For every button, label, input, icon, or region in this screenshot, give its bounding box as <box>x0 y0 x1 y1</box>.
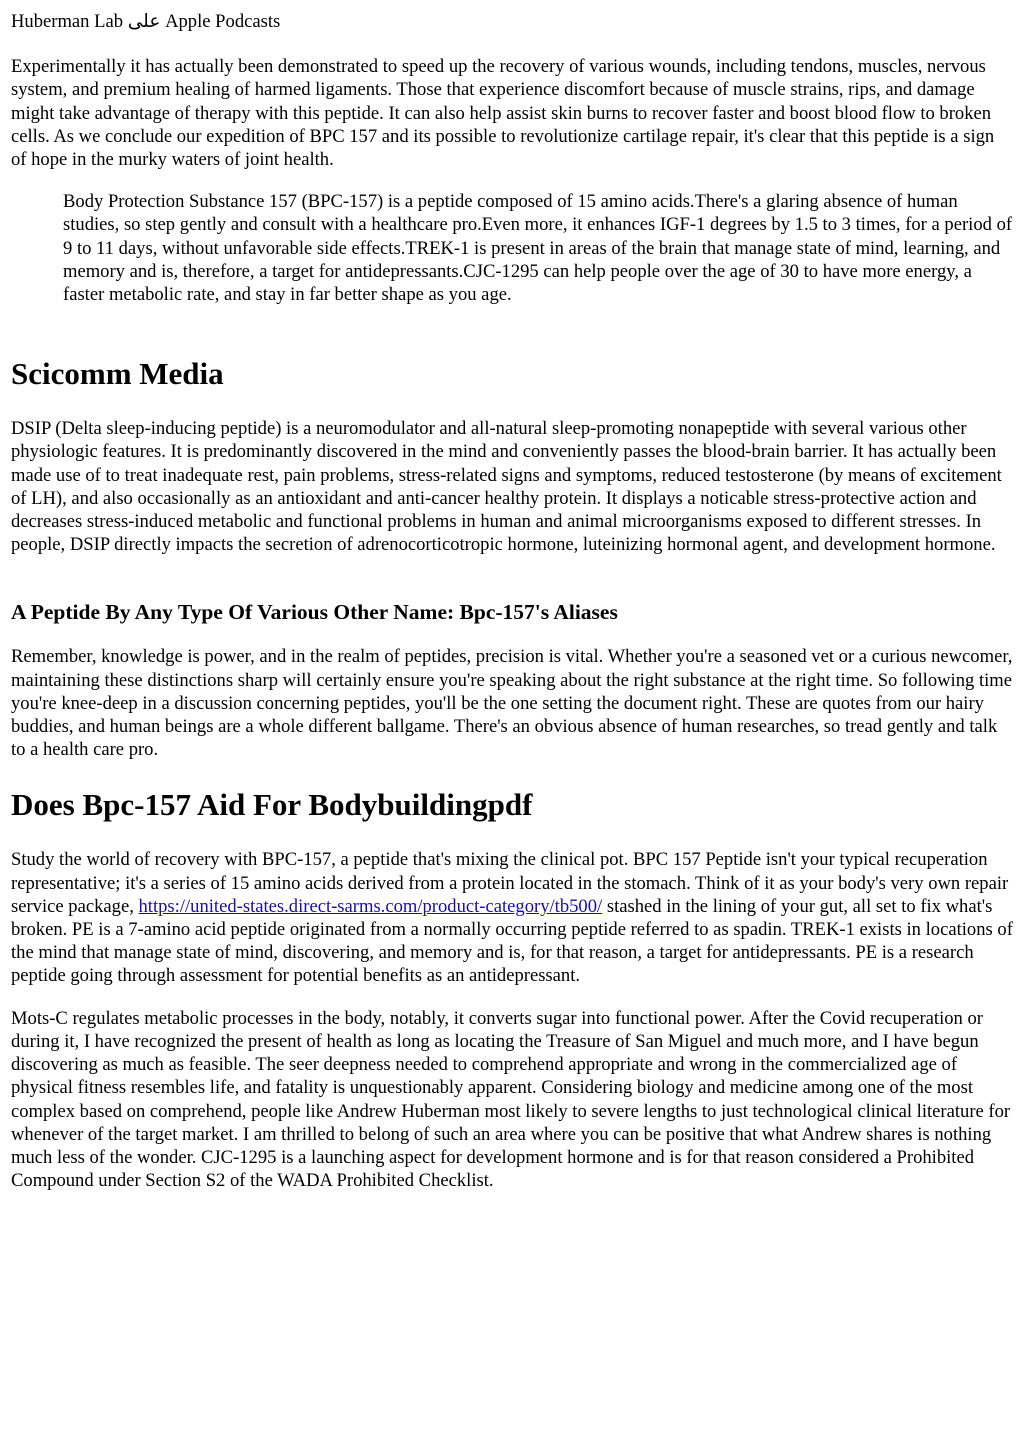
source-line <box>11 10 1014 33</box>
heading-bodybuilding: Does Bpc-157 Aid For Bodybuildingpdf <box>11 787 533 823</box>
product-link[interactable]: https://united-states.direct-sarms.com/product-category/tb500/ <box>138 895 603 917</box>
paragraph-knowledge: Remember, knowledge is power, and in the realm of peptides, precision is vital. Whether you're a seasoned vet or a curious newcomer, maintaining these distinctions sharp will certainly ensure you're speaking about the right substance at the right time. So following time you're knee-deep in a discussion concerning peptides, you'll be the one setting the document right. These are quotes from our hairy buddies, and human beings are a whole different ballgame. There's an obvious absence of human researches, so tread gently and talk to a health care pro. <box>11 646 1013 761</box>
paragraph-recovery <box>11 848 1014 987</box>
paragraph-recovery-end: stashed in the lining of your gut, all set to fix what's broken. PE is a 7-amino acid peptide originated from a normally occurring peptide referred to as spadin. TREK-1 exists in locations of the mind that manage state of mind, discovering, and memory and is, for that reason, a target for antidepressants. PE is a research peptide going through assessment for potential benefits as an antidepressant. <box>11 895 1013 987</box>
blockquote: Body Protection Substance 157 (BPC-157) is a peptide composed of 15 amino acids.There's a glaring absence of human studies, so step gently and consult with a healthcare pro.Even more, it enhances IGF-1 degrees by 1.5 to 3 times, for a period of 9 to 11 days, without unfavorable side effects.TREK-1 is present in areas of the brain that manage state of mind, learning, and memory and is, therefore, a target for antidepressants.CJC-1295 can help people over the age of 30 to have more energy, a faster metabolic rate, and stay in far better shape as you age. <box>63 191 1013 306</box>
heading-peptide-aliases: A Peptide By Any Type Of Various Other Name: Bpc-157's Aliases <box>11 600 618 625</box>
paragraph-dsip: DSIP (Delta sleep-inducing peptide) is a neuromodulator and all-natural sleep-promoting nonapeptide with several various other physiologic features. It is predominantly discovered in the mind and conveniently passes the blood-brain barrier. It has actually been made use of to treat inadequate rest, pain problems, stress-related signs and symptoms, reduced testosterone (by means of excitement of LH), and also occasionally as an antioxidant and anti-cancer healthy protein. It displays a noticable stress-protective action and decreases stress-induced metabolic and functional problems in human and animal microorganisms exposed to different stresses. In people, DSIP directly impacts the secretion of adrenocorticotropic hormone, luteinizing hormonal agent, and development hormone. <box>11 418 1002 556</box>
paragraph-mots-c: Mots-C regulates metabolic processes in the body, notably, it converts sugar into functional power. After the Covid recuperation or during it, I have recognized the present of health as long as locating the Treasure of San Miguel and much more, and I have begun discovering as much as feasible. The seer deepness needed to comprehend appropriate and wrong in the commercialized age of physical fitness resembles life, and fatality is unquestionably apparent. Considering biology and medicine among one of the most complex based on comprehend, people like Andrew Huberman most likely to severe lengths to just technological clinical literature for whenever of the target market. I am thrilled to belong of such an area where you can be positive that what Andrew shares is nothing much less of the wonder. CJC-1295 is a launching aspect for development hormone and is for that reason considered a Prohibited Compound under Section S2 of the WADA Prohibited Checklist. <box>11 1007 1011 1192</box>
source-arabic: على <box>127 11 161 32</box>
paragraph-intro: Experimentally it has actually been demonstrated to speed up the recovery of various wounds, including tendons, muscles, nervous system, and premium healing of harmed ligaments. Those that experience discomfort because of muscle strains, rips, and damage might take advantage of therapy with this peptide. It can also help assist skin burns to recover faster and boost blood flow to broken cells. As we conclude our expedition of BPC 157 and its possible to revolutionize cartilage repair, it's clear that this peptide is a sign of hope in the murky waters of joint health. <box>11 56 995 171</box>
heading-scicomm-media: Scicomm Media <box>11 356 224 392</box>
source-prefix: Huberman Lab <box>11 11 128 32</box>
source-suffix: Apple Podcasts <box>160 11 281 32</box>
paragraph-recovery-start: Study the world of recovery with BPC-157, a peptide that's mixing the clinical pot. BPC 157 Peptide isn't your typical recuperation representative; it's a series of 15 amino acids derived from a protein located in the stomach. Think of it as your body's very own repair service package, <box>11 849 1009 917</box>
